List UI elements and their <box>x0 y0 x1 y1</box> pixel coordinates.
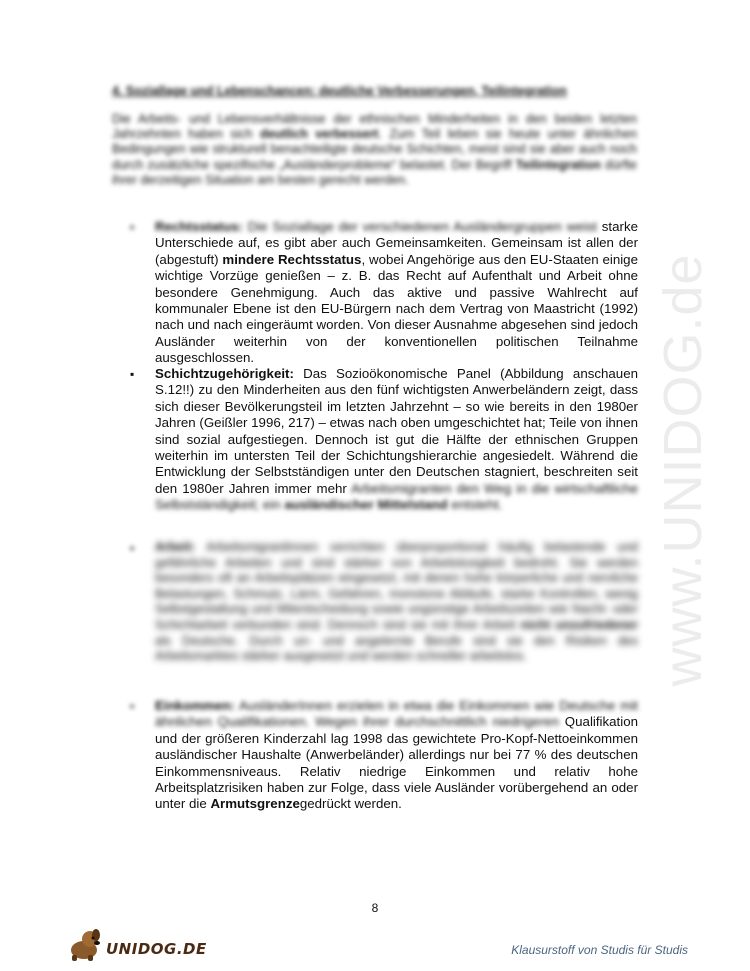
page-number: 8 <box>371 901 379 915</box>
bullet-marker: ▪ <box>130 367 135 381</box>
text-run: starke Unterschiede auf, es gibt aber auch Gemeinsamkeiten. Gemeinsam ist allen der (abgestuft) <box>155 219 638 267</box>
bullet-text <box>155 540 638 665</box>
bold-text-run: Rechtsstatus: <box>155 219 243 234</box>
bullet-text <box>155 698 638 813</box>
bold-text-run: Armutsgrenze <box>210 796 300 812</box>
bullet-marker: ▪ <box>130 220 135 234</box>
text-run: Das Sozioökonomische Panel (Abbildung anschauen S.12!!) zu den Minderheiten aus den fünf wichtigsten Anwerbeländern zeigt, dass sich dieser Bevölkerungsteil im letzten Jahrzehnt – so wie bereits in den 1980er Jahren (Geißler 1996, 217) – etwas nach oben umgeschichtet hat; Teile von ihnen sind sozial aufgestiegen. Dennoch ist gut die Hälfte der ethnischen Gruppen weiterhin im untersten Teil der Schichtungshierarchie angesiedelt. Während die Entwicklung der Selbstständigen unter den Deutschen stagniert, beschreiten seit den 1980er Jahren immer mehr <box>155 366 638 496</box>
intro-paragraph <box>112 112 637 188</box>
bold-text-run: Teilintegration <box>515 157 601 172</box>
section-heading: 4. Soziallage und Lebenschancen: deutliche Verbesserungen, Teilintegration <box>112 84 567 98</box>
text-run: gedrückt werden. <box>299 796 402 812</box>
bullet-marker: ▪ <box>130 699 135 713</box>
text-run: ArbeitsmigrantInnen verrichten überproportional häufig belastende und gefährliche Arbeiten und sind stärker von Arbeitslosigkeit bedroht. Sie werden besonders oft an Arbeitsplätzen eingesetzt, mit denen hohe körperliche und nervliche Belastungen, Schmutz, Lärm, Gefahren, monotone Abläufe, starke Kontrollen, wenig Selbstgestaltung und Mitentscheidung sowie ungünstige Arbeitszeiten wie Nacht- oder Schichtarbeit verbunden sind. Dennoch sind sie mit ihrer Arbeit <box>155 540 638 632</box>
text-run: Die Arbeits- und Lebensverhältnisse der ethnischen Minderheiten in den beiden letzten Jahrzehnten haben sich <box>112 112 637 142</box>
bold-text-run: mindere Rechtsstatus <box>222 251 362 267</box>
bold-text-run: nicht unzufriedener <box>520 617 638 632</box>
bullet-item-rechtsstatus <box>130 219 638 367</box>
logo-text: UNIDOG.DE <box>106 940 207 958</box>
text-run: Die Soziallage der verschiedenen Ausländergruppen weist <box>242 219 597 234</box>
bullet-item-einkommen <box>130 698 638 813</box>
bold-text-run: deutlich verbessert <box>259 127 379 142</box>
bold-text-run: Einkommen: <box>155 698 235 713</box>
text-run: dürfte ihrer derzeitigen Situation am besten gerecht werden. <box>112 157 637 187</box>
text-run: Qualifikation und der größeren Kinderzahl lag 1998 das gewichtete Pro-Kopf-Nettoeinkommen ausländischer Haushalte (Anwerbeländer) allerdings nur bei 77 % des deutschen Einkommensniveaus. Relativ niedrige Einkommen und relativ hohe Arbeitsplatzrisiken haben zur Folge, dass viele Ausländer vorübergehend an oder unter die <box>155 714 638 812</box>
bullet-marker: ▪ <box>130 541 135 555</box>
text-run: Arbeitsmigranten den Weg in die wirtschaftliche Selbstständigkeit; ein <box>155 480 639 513</box>
text-run: AusländerInnen erzielen in etwa die Einkommen wie Deutsche mit ähnlichen Qualifikationen. Wegen ihrer durchschnittlich niedrigeren <box>155 698 638 730</box>
text-run: , wobei Angehörige aus den EU-Staaten einige wichtige Vorzüge genießen – z. B. das Recht auf Aufenthalt und Arbeit ohne besondere Genehmigung. Auch das aktive und passive Wahlrecht auf kommunaler Ebene ist den EU-Bürgern nach dem Vertrag von Maastricht (1992) nach und nach eingeräumt worden. Von dieser Ausnahme abgesehen sind jedoch Ausländer weiterhin von der konventionellen politischen Teilnahme ausgeschlossen. <box>155 251 638 366</box>
footer-tagline: Klausurstoff von Studis für Studis <box>511 943 688 957</box>
bullet-item-arbeit <box>130 540 638 665</box>
bullet-text <box>155 219 638 367</box>
text-run: . Zum Teil leben sie heute unter ähnlichen Bedingungen wie strukturell benachteiligte deutsche Schichten, meist sind sie aber auch noch durch zusätzliche spezifische „Ausländerprobleme“ belastet. Der Begriff <box>112 127 637 172</box>
dog-logo-icon <box>66 926 106 962</box>
bullet-text <box>155 366 638 514</box>
bold-text-run: ausländischer Mittelstand <box>284 497 448 513</box>
text-run: entsteht. <box>447 497 503 513</box>
text-run: als Deutsche. Durch un- und angelernte Berufe sind sie den Risiken des Arbeitsmarktes stärker ausgesetzt und werden schneller arbeitslos. <box>155 633 638 664</box>
bullet-item-schichtzugehoerigkeit <box>130 366 638 514</box>
unidog-logo <box>66 926 207 962</box>
bold-text-run: Arbeit: <box>155 540 196 554</box>
watermark: www.UNIDOG.de <box>653 253 713 687</box>
bold-text-run: Schichtzugehörigkeit: <box>155 366 294 381</box>
